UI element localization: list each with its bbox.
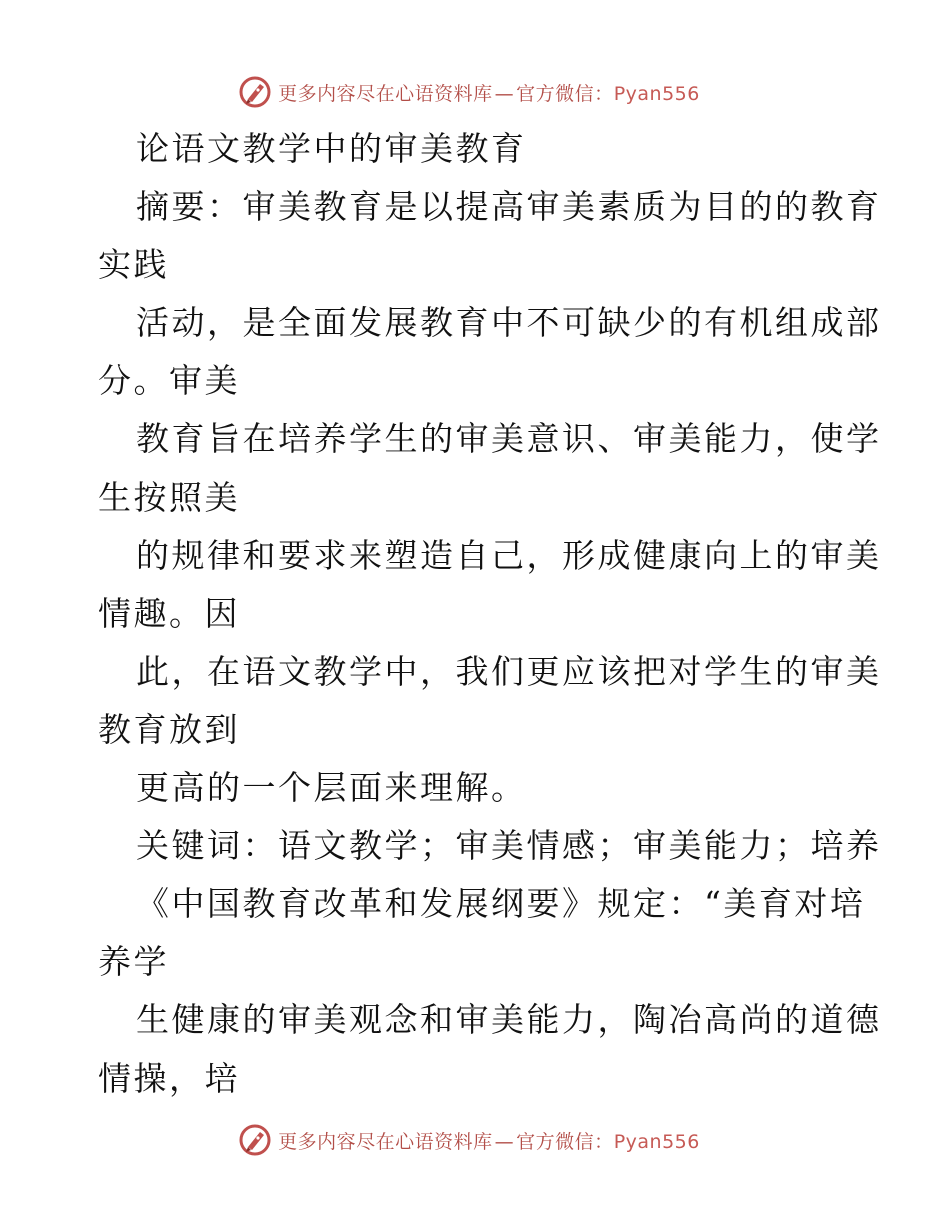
banner-inner: [238, 75, 700, 109]
header-banner: [0, 70, 950, 114]
document-title: 论语文教学中的审美教育: [136, 129, 527, 168]
banner-wechat-handle: Pyan556: [613, 82, 700, 105]
document-body: [98, 120, 882, 1108]
text-line: 摘要：审美教育是以提高审美素质为目的的教育: [136, 187, 882, 227]
text-line: 情操，培: [98, 1058, 240, 1098]
text-line: 的规律和要求来塑造自己，形成健康向上的审美: [136, 535, 882, 575]
text-line: 养学: [98, 942, 169, 982]
text-line: 分。审美: [98, 361, 240, 401]
text-line: 生健康的审美观念和审美能力，陶冶高尚的道德: [136, 1000, 882, 1040]
banner-site-text: 更多内容尽在心语资料库: [278, 82, 493, 105]
keywords-line: 关键词：语文教学；审美情感；审美能力；培养: [136, 826, 882, 866]
banner-site-text: 更多内容尽在心语资料库: [278, 1130, 493, 1153]
banner-dash: —: [494, 82, 515, 105]
banner-wechat-label: 官方微信：: [516, 82, 614, 105]
footer-banner: [0, 1118, 950, 1162]
banner-wechat-handle: Pyan556: [613, 1130, 700, 1153]
pen-logo-icon: [238, 1123, 272, 1157]
banner-text: [278, 79, 700, 106]
banner-inner: [238, 1123, 700, 1157]
banner-text: [278, 1127, 700, 1154]
text-line: 《中国教育改革和发展纲要》规定：“美育对培: [136, 884, 866, 924]
banner-dash: —: [494, 1130, 515, 1153]
text-line: 实践: [98, 245, 169, 285]
banner-wechat-label: 官方微信：: [516, 1130, 614, 1153]
text-line: 生按照美: [98, 477, 240, 517]
text-line: 教育旨在培养学生的审美意识、审美能力，使学: [136, 419, 882, 459]
text-line: 教育放到: [98, 709, 240, 749]
text-line: 此，在语文教学中，我们更应该把对学生的审美: [136, 651, 882, 691]
pen-logo-icon: [238, 75, 272, 109]
text-line: 活动，是全面发展教育中不可缺少的有机组成部: [136, 303, 882, 343]
text-line: 情趣。因: [98, 593, 240, 633]
text-line: 更高的一个层面来理解。: [136, 768, 527, 808]
